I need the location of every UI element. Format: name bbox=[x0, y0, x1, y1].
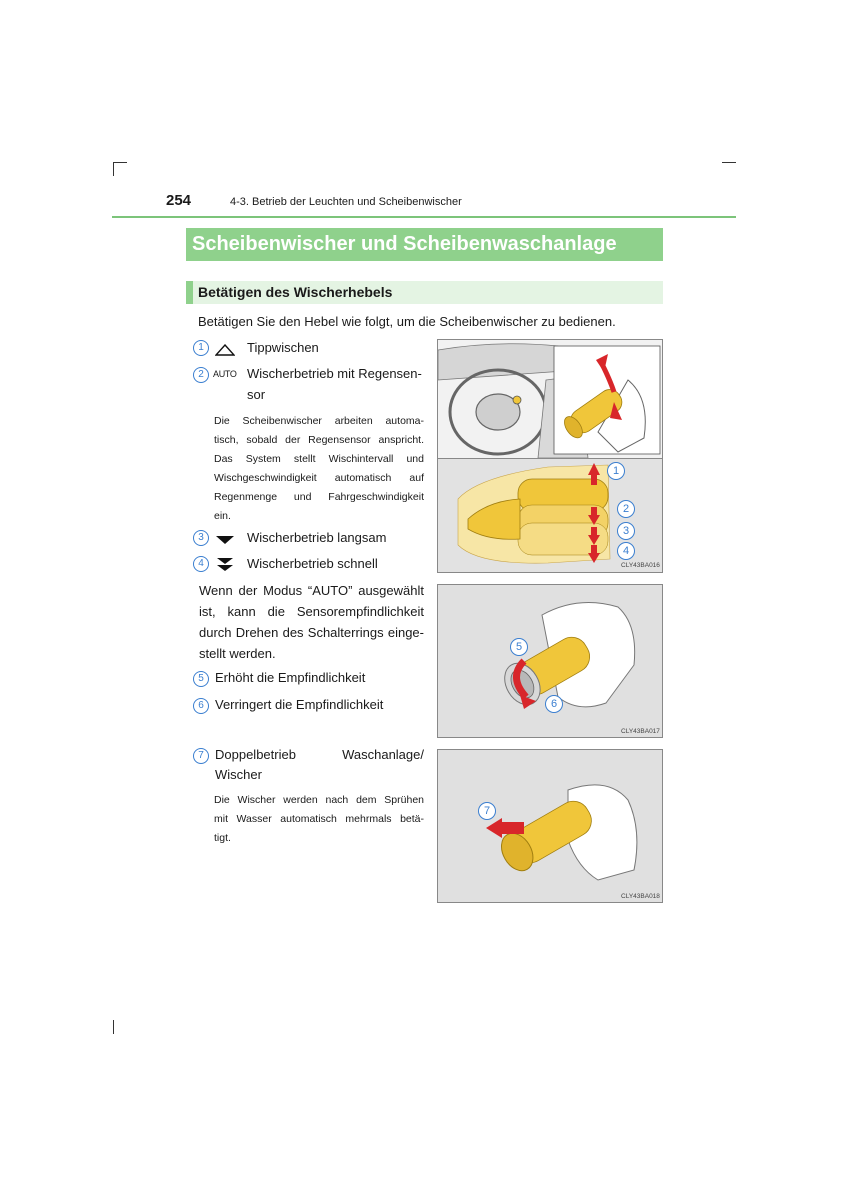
item-label: Erhöht die Empfindlichkeit bbox=[215, 670, 366, 685]
note-line: Wischgeschwindigkeit automatisch auf bbox=[214, 472, 424, 484]
figure-callout: 1 bbox=[607, 462, 625, 480]
item-label: Verringert die Empfindlichkeit bbox=[215, 697, 384, 712]
slow-wipe-arrow-icon bbox=[215, 534, 235, 546]
callout-number: 6 bbox=[193, 698, 209, 714]
item-label: Tippwischen bbox=[247, 340, 319, 355]
callout-number: 1 bbox=[193, 340, 209, 356]
sensitivity-paragraph bbox=[199, 580, 424, 664]
callout-number: 2 bbox=[193, 367, 209, 383]
callout-number: 5 bbox=[193, 671, 209, 687]
intro-text: Betätigen Sie den Hebel wie folgt, um die Scheibenwischer zu bedienen. bbox=[198, 314, 616, 329]
figure-callout: 7 bbox=[478, 802, 496, 820]
figure-callout: 4 bbox=[617, 542, 635, 560]
auto-icon: AUTO bbox=[213, 369, 237, 379]
figure-callout: 6 bbox=[545, 695, 563, 713]
callout-number: 4 bbox=[193, 556, 209, 572]
figure-callout: 5 bbox=[510, 638, 528, 656]
figure-code: CLY43BA016 bbox=[621, 562, 660, 569]
washer-note bbox=[214, 791, 424, 848]
header-rule bbox=[112, 216, 736, 218]
auto-note bbox=[214, 412, 424, 526]
item-label: Wischerbetrieb mit Regensen- bbox=[247, 366, 422, 381]
item-label: Wischerbetrieb langsam bbox=[247, 530, 387, 545]
sensitivity-ring-illustration bbox=[438, 585, 662, 737]
para-line: durch Drehen des Schalterrings einge- bbox=[199, 625, 424, 640]
crop-mark bbox=[113, 162, 127, 163]
item-label: Wischerbetrieb schnell bbox=[247, 556, 378, 571]
crop-mark bbox=[722, 162, 736, 163]
note-line: Regenmenge und Fahrgeschwindigkeit bbox=[214, 491, 424, 503]
para-line: ist, kann die Sensorempfindlichkeit bbox=[199, 604, 424, 619]
figure-code: CLY43BA017 bbox=[621, 728, 660, 735]
note-line: Die Wischer werden nach dem Sprühen bbox=[214, 794, 424, 806]
note-line: Das System stellt Wischintervall und bbox=[214, 453, 424, 465]
figure-washer bbox=[437, 749, 663, 903]
chapter-title: 4-3. Betrieb der Leuchten und Scheibenwischer bbox=[230, 196, 462, 208]
figure-callout: 2 bbox=[617, 500, 635, 518]
para-line: stellt werden. bbox=[199, 646, 276, 661]
page-number: 254 bbox=[166, 192, 192, 209]
note-line: Die Scheibenwischer arbeiten automa- bbox=[214, 415, 424, 427]
note-line: tisch, sobald der Regensensor anspricht. bbox=[214, 434, 424, 446]
crop-mark bbox=[113, 1020, 114, 1034]
callout-number: 3 bbox=[193, 530, 209, 546]
crop-mark bbox=[113, 162, 114, 176]
single-wipe-triangle-icon bbox=[215, 344, 235, 356]
subsection-title: Betätigen des Wischerhebels bbox=[198, 284, 393, 300]
washer-illustration bbox=[438, 750, 662, 902]
item-label: Doppelbetrieb Waschanlage/ bbox=[215, 747, 424, 762]
item-label: sor bbox=[247, 387, 266, 402]
figure-code: CLY43BA018 bbox=[621, 893, 660, 900]
figure-sensitivity-ring bbox=[437, 584, 663, 738]
note-line: tigt. bbox=[214, 832, 231, 844]
item-label: Wischer bbox=[215, 767, 262, 782]
figure-callout: 3 bbox=[617, 522, 635, 540]
dashboard-illustration bbox=[438, 340, 662, 458]
note-line: mit Wasser automatisch mehrmals betä- bbox=[214, 813, 424, 825]
section-title: Scheibenwischer und Scheibenwaschanlage bbox=[192, 233, 617, 255]
fast-wipe-double-arrow-icon bbox=[216, 557, 234, 573]
figure-lever-positions bbox=[437, 339, 663, 573]
para-line: Wenn der Modus “AUTO” ausgewählt bbox=[199, 583, 424, 598]
callout-number: 7 bbox=[193, 748, 209, 764]
note-line: ein. bbox=[214, 510, 231, 522]
